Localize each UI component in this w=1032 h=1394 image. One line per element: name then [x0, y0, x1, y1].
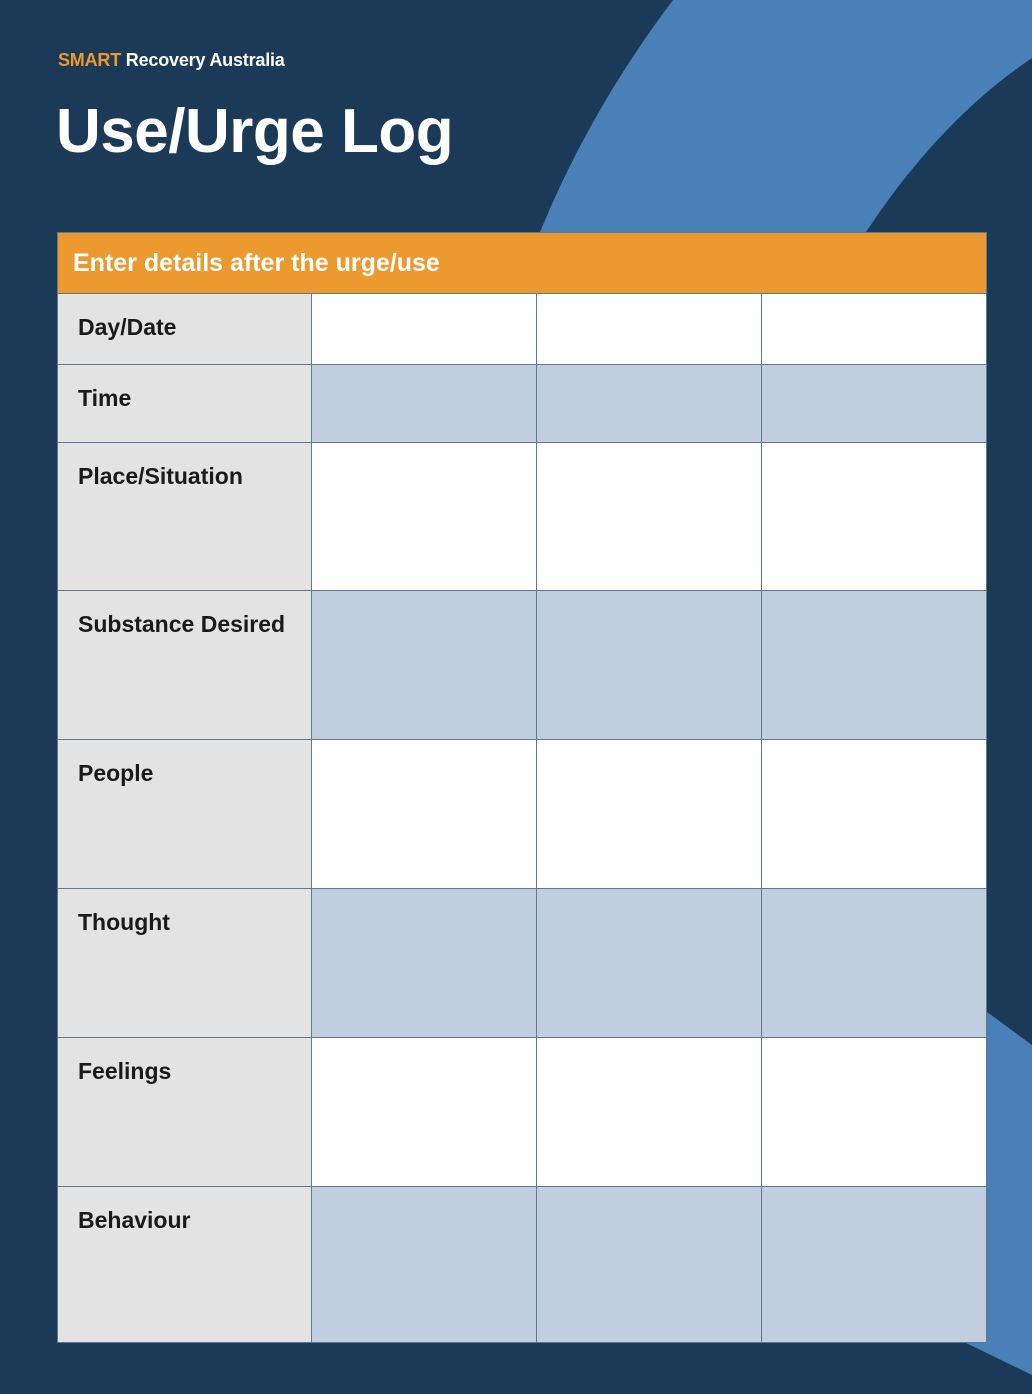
entry-cell[interactable] [312, 1038, 537, 1186]
entry-cell[interactable] [537, 591, 762, 739]
entry-cell[interactable] [762, 1187, 986, 1342]
entry-cell[interactable] [762, 1038, 986, 1186]
table-row-place-situation [58, 443, 986, 591]
entry-cell[interactable] [537, 365, 762, 442]
entry-cell[interactable] [537, 443, 762, 590]
page-title: Use/Urge Log [56, 97, 454, 166]
table-row-time [58, 365, 986, 443]
entry-cell[interactable] [537, 889, 762, 1037]
entry-cell[interactable] [537, 1038, 762, 1186]
entry-cell[interactable] [312, 443, 537, 590]
table-row-day-date [58, 294, 986, 365]
table-row-people [58, 740, 986, 889]
row-label: Day/Date [58, 294, 312, 364]
entry-cell[interactable] [312, 1187, 537, 1342]
use-urge-log-table [57, 232, 987, 1343]
row-label: Feelings [58, 1038, 312, 1186]
entry-cell[interactable] [312, 889, 537, 1037]
entry-cell[interactable] [537, 294, 762, 364]
entry-cell[interactable] [312, 740, 537, 888]
entry-cell[interactable] [312, 294, 537, 364]
row-label: Time [58, 365, 312, 442]
entry-cell[interactable] [312, 365, 537, 442]
row-label: People [58, 740, 312, 888]
row-label: Behaviour [58, 1187, 312, 1342]
row-label: Place/Situation [58, 443, 312, 590]
brand-logo [58, 50, 285, 71]
entry-cell[interactable] [762, 365, 986, 442]
table-row-substance-desired [58, 591, 986, 740]
row-label: Thought [58, 889, 312, 1037]
row-label: Substance Desired [58, 591, 312, 739]
entry-cell[interactable] [762, 740, 986, 888]
entry-cell[interactable] [762, 591, 986, 739]
brand-name: Recovery Australia [121, 50, 285, 70]
entry-cell[interactable] [762, 889, 986, 1037]
table-row-feelings [58, 1038, 986, 1187]
entry-cell[interactable] [762, 443, 986, 590]
entry-cell[interactable] [762, 294, 986, 364]
entry-cell[interactable] [312, 591, 537, 739]
entry-cell[interactable] [537, 1187, 762, 1342]
table-row-behaviour [58, 1187, 986, 1342]
table-header: Enter details after the urge/use [58, 233, 986, 294]
brand-accent: SMART [58, 50, 121, 70]
entry-cell[interactable] [537, 740, 762, 888]
table-row-thought [58, 889, 986, 1038]
